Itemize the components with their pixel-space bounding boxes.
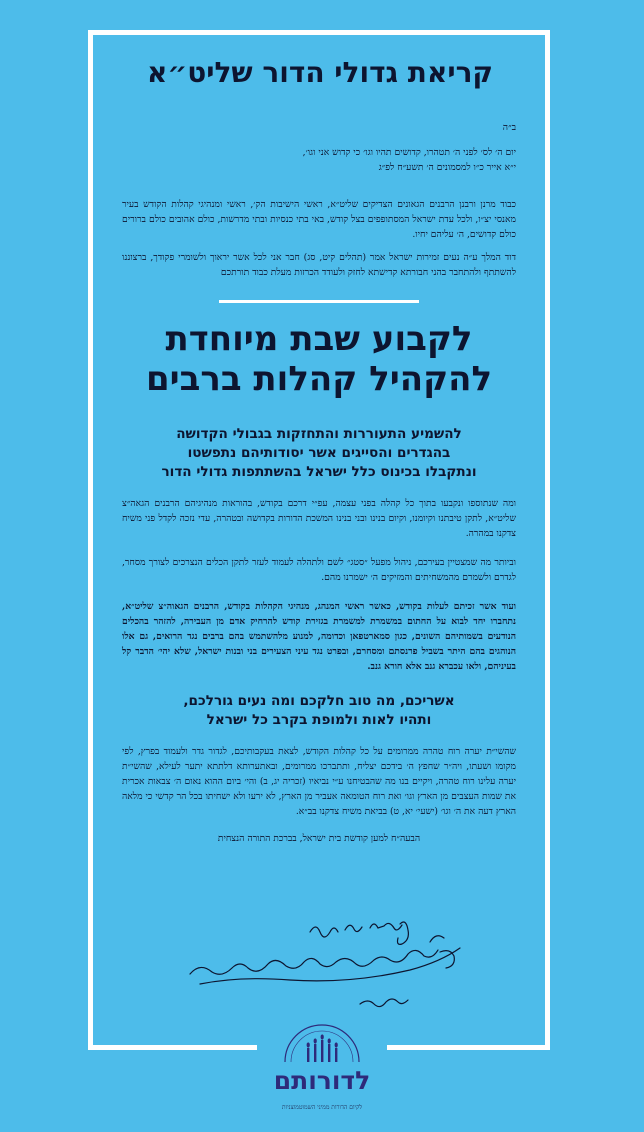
sub-headline <box>122 425 516 482</box>
psalm-paragraph: דוד המלך ע״ה נעים זמירות ישראל אמר (תהלים קיט, סג) חבר אני לכל אשר יראוך ולשומרי פקודך, ברצוננו להשתתף ולהתחבר בהני חבורתא קדישתא לחזק ולעודד הכרזות מעלת כבוד תורתכם <box>122 252 516 278</box>
sign-off: הבעה״ח למען קודשת בית ישראל, בברכת התורה הנצחית <box>217 833 421 844</box>
blessing-line-1: אשריכם, מה טוב חלקכם ומה נעים גורלכם, <box>183 693 455 709</box>
sub-headline-line-1: להשמיע התעוררות והתחזקות בגבולי הקדושה <box>176 426 462 442</box>
sub-headline-line-3: ונתקבלו בכינוס כלל ישראל בהשתתפות גדולי הדור <box>161 464 477 480</box>
header-title: קריאת גדולי הדור שליט״א <box>146 56 494 89</box>
menorah-logo-icon <box>257 1018 387 1068</box>
logo-name: לדורותם <box>273 1066 371 1095</box>
body-paragraph-3: ועוד אשר זכיתם לעלות בקודש, כאשר ראשי המנהג, מנהיגי הקהלות בקודש, הרבנים הגאוה״צ שליט״א, נתחברו יחד לבוא על החתום במשמרת למשמרת בגזירת קודש להרחיק אדם מן העבירה, להזהר בהכלים הנודעים בשמותיהם השונים, כגון סמארטפאן וכדומה, למנוע מלהשתמש בהם ברבים נגד הרואים, גם אלו הנוהגים בהם היתר בשביל פרנסתם ומסחרם, ובפרט נגד עיני הצעירים בני ובנות ישראל, שלא יהי׳ הדבר קל בעיניהם, ולאו עכברא גנב אלא חורא גנב. <box>122 601 516 672</box>
headline-divider <box>219 300 419 303</box>
logo-block <box>257 1018 387 1128</box>
body-paragraph-2: וביותר מה שמצטיין בעירכם, ניהול מפעל ״סטג״ לשם ולתהלה לעמוד לעזר לתקן הכלים הנצרכים לצורך מסחר, לגדרם ולשמרם מהמשחיתים והמזיקים ה׳ ישמרנו מהם. <box>122 557 516 583</box>
letter-content <box>122 112 516 846</box>
sub-headline-line-2: בהגדרים והסייגים אשר יסודותיהם נתפשטו <box>187 445 451 461</box>
blessing <box>122 692 516 730</box>
bh-mark: ב״ה <box>502 122 516 133</box>
addressee-paragraph: כבוד מרנן ורבנן הרבנים הגאונים הצדיקים שליט״א, ראשי הישיבות הק׳, ראשי ומנהיגי קהלות הקודש בעיר מאנסי יצ״ו, ולכל עדת ישראל המסתופפים בצל קודש, באי בתי כנסיות ובתי מדרשות, כולם אהובים כולם ברורים כולם קדושים, ה׳ עליהם יחיו. <box>122 199 516 240</box>
logo-tagline: לקיום הדורות ממיני השמוטמוצניות <box>281 1104 363 1111</box>
main-headline-line-2: להקהיל קהלות ברבים <box>145 359 493 399</box>
main-headline <box>122 319 516 399</box>
date-line-1: יום ה׳ לס׳ לפני ה׳ תטהרו, קדושים תהיו וגו׳ כי קדוש אני וגו׳, <box>302 147 516 158</box>
closing-paragraph: שהשי״ת יערה רוח טהרה ממרומים על כל קהלות הקודש, לצאת בעקבותיכם, לגדור גדר ולעמוד בפרץ, לפי מקומו ושעתו, ויה״ר שחפץ ה׳ בידכם יצליח, ותתברכו ממרומים, ובאתערותא דלתתא יתער לעילא, שהשי״ת יערה עלינו רוח טהרה, ויקיים בנו מה שהבטיחנו ע״י נביאיו (זכריה יג, ב) והי׳ ביום ההוא נאום ה׳ צבאות אכרית את שמות העצבים מן הארץ וגו׳ ואת רוח הטומאה אעביר מן הארץ, לא ירעו ולא ישחיתו בכל הר קדשי כי מלאה הארץ דעה את ה׳ וגו׳ (ישעי׳ יא, ט) בביאת משיח צדקנו בב״א. <box>122 746 516 817</box>
main-headline-line-1: לקבוע שבת מיוחדת <box>165 319 473 359</box>
body-paragraph-1: ומה שנתוספו ונקבעו בתוך כל קהלה בפני עצמה, עפ״י דרכם בקודש, בהוראות מנהיגיהם הרבנים הגאה״צ שליט״א, לתקן טיבתנו וקיומנו, וקיום בנינו ובני בנינו המשכת הדורות בקדושה ובטהרה, עדי נזכה לקדל פני משיח צדקנו במהרה. <box>122 498 516 539</box>
header-band <box>120 48 520 98</box>
blessing-line-2: ותהיו לאות ולמופת בקרב כל ישראל <box>206 712 432 728</box>
handwritten-signature <box>160 912 490 1022</box>
date-line-2: י״א אייר כ״ו למסמונים ה׳ תשע״ח לפ״ג <box>378 162 516 173</box>
